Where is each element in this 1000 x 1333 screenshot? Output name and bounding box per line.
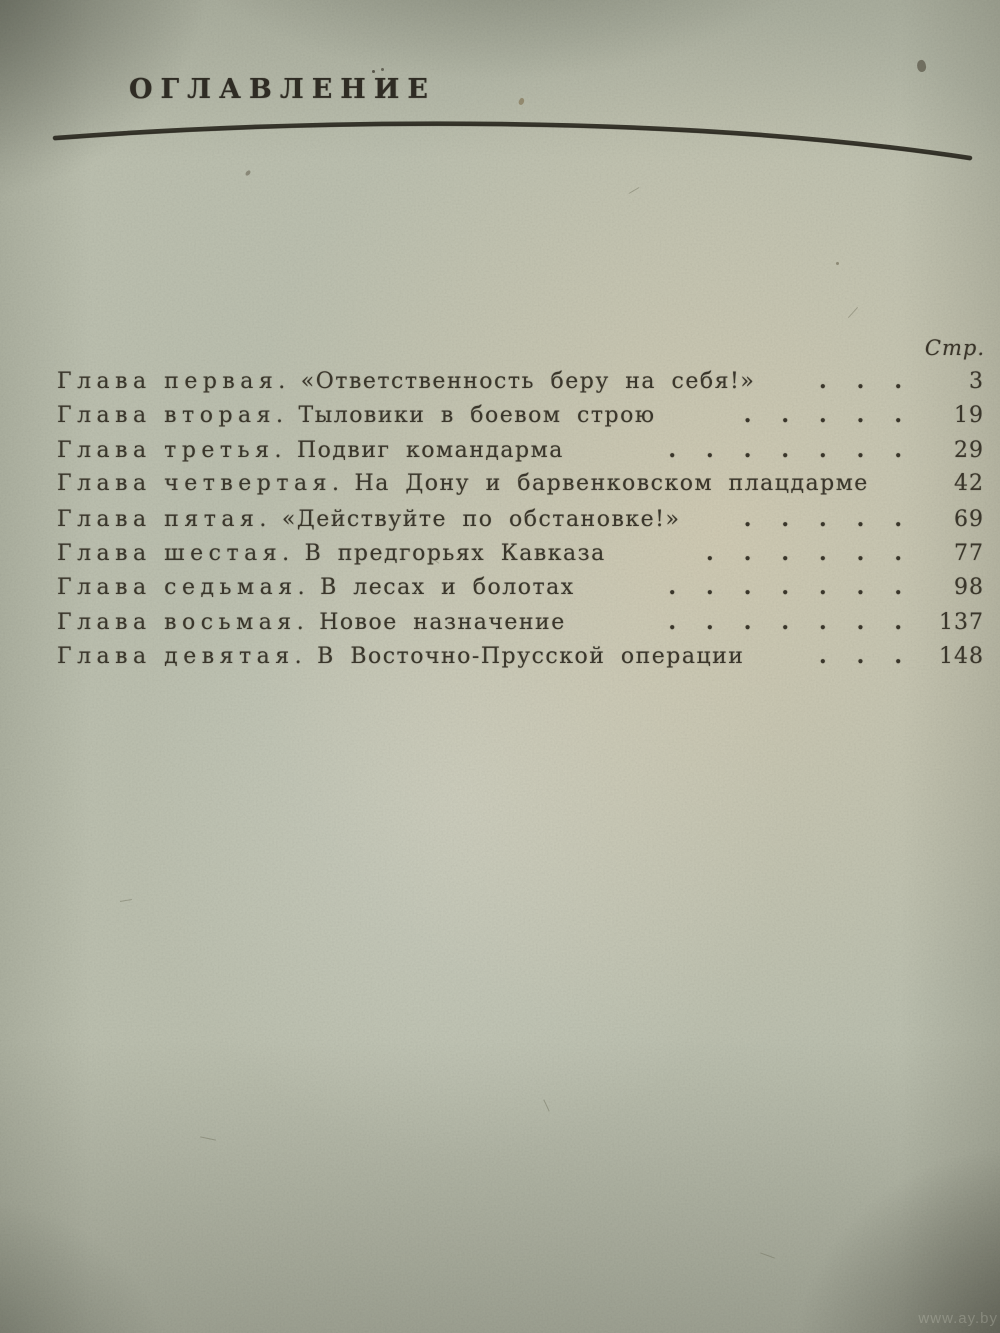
toc-row [57,574,984,608]
page-number: 69 [954,506,984,532]
page-number: 98 [954,575,984,601]
dot-leader: ...... [706,539,932,566]
paper-fiber [760,1252,774,1258]
header-rule [38,112,988,172]
dot-leader: ....... [668,608,932,635]
dot-leader: ....... [668,436,932,463]
table-of-contents [57,368,984,678]
page-number: 148 [939,644,984,670]
page-number: 29 [954,437,984,463]
toc-row [57,368,984,402]
page-number: 19 [954,403,984,429]
paper-fiber [848,307,858,318]
paper-speck [518,97,526,106]
toc-row [57,437,984,471]
page-number: 77 [954,540,984,566]
chapter-title: Тыловики в боевом строю [298,403,656,429]
chapter-label: Глава пятая. [57,506,272,532]
chapter-title: В Восточно-Прусской операции [317,644,745,670]
chapter-title: В предгорьях Кавказа [304,540,606,566]
chapter-label: Глава девятая. [57,644,308,670]
paper-fiber [629,187,640,194]
toc-row [57,643,984,677]
chapter-label: Глава вторая. [57,403,289,429]
paper-speck [836,262,839,265]
paper-speck [915,59,927,73]
chapter-label: Глава четвертая. [57,471,345,497]
paper-speck [381,68,384,71]
page-number: 3 [969,369,984,394]
chapter-label: Глава первая. [57,369,291,394]
page-number: 42 [954,471,984,497]
toc-row [57,402,984,436]
chapter-label: Глава восьмая. [57,609,310,635]
toc-row [57,540,984,574]
page-number: 137 [939,609,984,635]
dot-leader: ... [819,643,932,670]
paper-fiber [120,899,132,902]
dot-leader: ....... [668,574,932,601]
page-column-header: Стр. [924,336,985,360]
dot-leader: ..... [743,505,932,532]
chapter-label: Глава седьмая. [57,575,311,601]
paper-speck [372,70,375,73]
chapter-title: В лесах и болотах [320,575,575,601]
dot-leader: ... [819,368,932,394]
toc-row [57,471,984,505]
chapter-title: На Дону и барвенковском плацдарме [354,471,869,497]
chapter-label: Глава третья. [57,437,287,463]
paper-fiber [200,1136,216,1140]
page-title: ОГЛАВЛЕНИЕ [129,74,436,105]
chapter-title: Новое назначение [319,609,566,635]
chapter-label: Глава шестая. [57,540,295,566]
photo-watermark: www.ay.by [918,1310,998,1327]
chapter-title: Подвиг командарма [296,437,564,463]
paper-fiber [543,1099,549,1111]
chapter-title: «Действуйте по обстановке!» [281,506,681,532]
toc-row [57,609,984,643]
toc-row [57,506,984,540]
chapter-title: «Ответственность беру на себя!» [300,369,756,394]
dot-leader: ..... [743,402,932,429]
